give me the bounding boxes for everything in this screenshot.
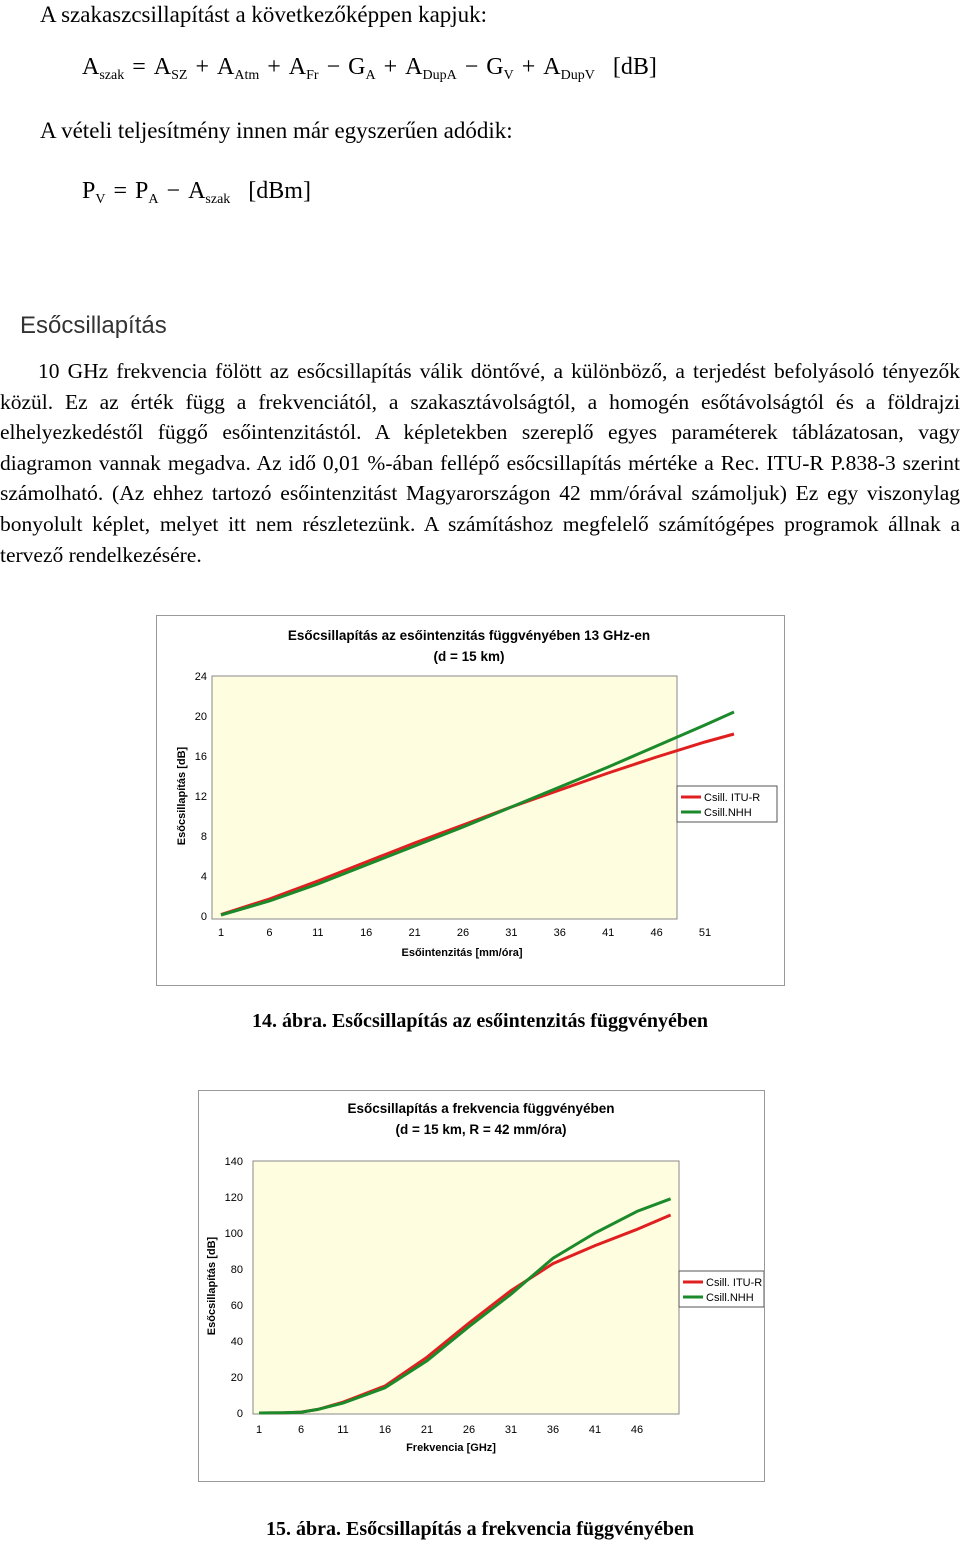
chart-title-line: Esőcsillapítás az esőintenzitás függvényében 13 GHz-en — [287, 628, 651, 643]
equation-attenuation — [82, 54, 657, 84]
chart-title-line: (d = 15 km, R = 42 mm/óra) — [395, 1122, 567, 1137]
y-tick-label: 120 — [224, 1192, 243, 1204]
y-tick-label: 80 — [230, 1264, 243, 1276]
eq-term: $A_{SZ}$ — [153, 54, 188, 83]
x-axis-label: Frekvencia [GHz] — [406, 1442, 496, 1454]
y-tick-label: 20 — [194, 711, 207, 723]
y-tick-label: 8 — [200, 831, 207, 843]
eq-operator: + — [383, 54, 398, 80]
chart-frequency — [198, 1090, 765, 1482]
eq-term: $G_V$ — [486, 54, 514, 83]
x-tick-label: 31 — [505, 927, 518, 939]
x-tick-label: 6 — [297, 1424, 305, 1436]
y-tick-label: 60 — [230, 1300, 243, 1312]
chart-rain-intensity — [156, 615, 785, 986]
figure-14-caption: 14. ábra. Esőcsillapítás az esőintenzitás függvényében — [251, 1010, 709, 1032]
y-tick-label: 24 — [194, 671, 207, 683]
x-tick-label: 26 — [456, 927, 470, 939]
section-heading: Esőcsillapítás — [20, 312, 167, 339]
eq-term: $A_{szak}$ — [82, 54, 125, 83]
eq-operator: − — [326, 54, 341, 80]
intro-line-1: A szakaszcsillapítást a következőképpen kapjuk: — [40, 2, 488, 27]
y-tick-label: 140 — [224, 1156, 243, 1168]
equation-received-power — [82, 178, 311, 208]
y-tick-label: 4 — [200, 871, 207, 883]
x-tick-label: 1 — [255, 1424, 263, 1436]
eq-term: $A_{DupV}$ — [543, 54, 595, 83]
x-tick-label: 6 — [266, 927, 273, 939]
eq-unit: [dBm] — [248, 178, 311, 204]
eq-term: $A_{Fr}$ — [288, 54, 319, 83]
eq-term: $A_{Atm}$ — [217, 54, 260, 83]
x-tick-label: 11 — [312, 927, 324, 939]
x-tick-label: 36 — [553, 927, 566, 939]
x-tick-label: 21 — [420, 1424, 434, 1436]
y-tick-label: 16 — [194, 751, 207, 763]
y-tick-label: 40 — [230, 1336, 243, 1348]
eq-operator: = — [113, 178, 128, 204]
x-tick-label: 11 — [337, 1424, 349, 1436]
paragraph-text: 10 GHz frekvencia fölött az esőcsillapítás válik döntővé, a különböző, a terjedést befolyásoló tényezők közül. Ez az érték függ a frekvenciától, a szakasztávolságtól, a homogén esőtávolságtól és a földrajzi elhelyezkedéstől függő esőintenzitástól. A képletekben szereplő egyes paraméterek táblázatosan, vagy diagramon vannak megadva. Az idő 0,01 %-ában fellépő esőcsillapítás mértéke a Rec. ITU-R P.838-3 szerint számolható. (Az ehhez tartozó esőintenzitást Magyarországon 42 mm/órával számoljuk) Ez egy viszonylag bonyolult képlet, melyet itt nem részletezünk. A számításhoz megfelelő számítógépes programok állnak a tervező rendelkezésére. — [0, 359, 960, 567]
eq-operator: + — [195, 54, 210, 80]
x-tick-label: 16 — [378, 1424, 392, 1436]
y-tick-label: 0 — [200, 911, 207, 923]
legend-label: Csill.NHH — [704, 807, 752, 819]
y-tick-label: 100 — [224, 1228, 243, 1240]
y-tick-label: 20 — [230, 1372, 243, 1384]
legend-label: Csill. ITU-R — [706, 1277, 763, 1289]
y-tick-label: 0 — [236, 1408, 243, 1420]
section-paragraph — [0, 356, 960, 570]
x-tick-label: 46 — [650, 927, 663, 939]
y-axis-label: Esőcsillapítás [dB] — [176, 746, 188, 846]
eq-term: $A_{szak}$ — [188, 178, 231, 207]
x-tick-label: 41 — [588, 1424, 602, 1436]
x-tick-label: 16 — [360, 927, 373, 939]
plot-area — [212, 676, 677, 919]
x-tick-label: 36 — [546, 1424, 560, 1436]
x-tick-label: 31 — [504, 1424, 518, 1436]
legend-label: Csill. ITU-R — [704, 792, 761, 804]
eq-operator: = — [132, 54, 146, 80]
figure-15-caption: 15. ábra. Esőcsillapítás a frekvencia függvényében — [266, 1518, 694, 1540]
eq-operator: − — [464, 54, 479, 80]
legend-label: Csill.NHH — [706, 1292, 754, 1304]
intro-line-2: A vételi teljesítmény innen már egyszerűen adódik: — [40, 118, 513, 143]
x-tick-label: 41 — [602, 927, 615, 939]
plot-area — [253, 1161, 679, 1414]
y-tick-label: 12 — [194, 791, 207, 803]
chart-title-line: (d = 15 km) — [433, 649, 505, 664]
eq-operator: − — [166, 178, 181, 204]
x-tick-label: 21 — [408, 927, 421, 939]
eq-unit: [dB] — [612, 54, 657, 80]
x-tick-label: 26 — [462, 1424, 476, 1436]
x-tick-label: 1 — [217, 927, 225, 939]
eq-term: $P_A$ — [135, 178, 159, 207]
x-axis-label: Esőintenzitás [mm/óra] — [401, 947, 523, 959]
x-tick-label: 51 — [698, 927, 712, 939]
chart-title-line: Esőcsillapítás a frekvencia függvényében — [347, 1101, 615, 1116]
eq-term: $G_A$ — [348, 54, 376, 83]
eq-operator: + — [521, 54, 536, 80]
x-tick-label: 46 — [630, 1424, 644, 1436]
eq-term: $P_V$ — [82, 178, 106, 207]
eq-term: $A_{DupA}$ — [405, 54, 457, 83]
eq-operator: + — [267, 54, 281, 80]
y-axis-label: Esőcsillapítás [dB] — [206, 1236, 218, 1336]
